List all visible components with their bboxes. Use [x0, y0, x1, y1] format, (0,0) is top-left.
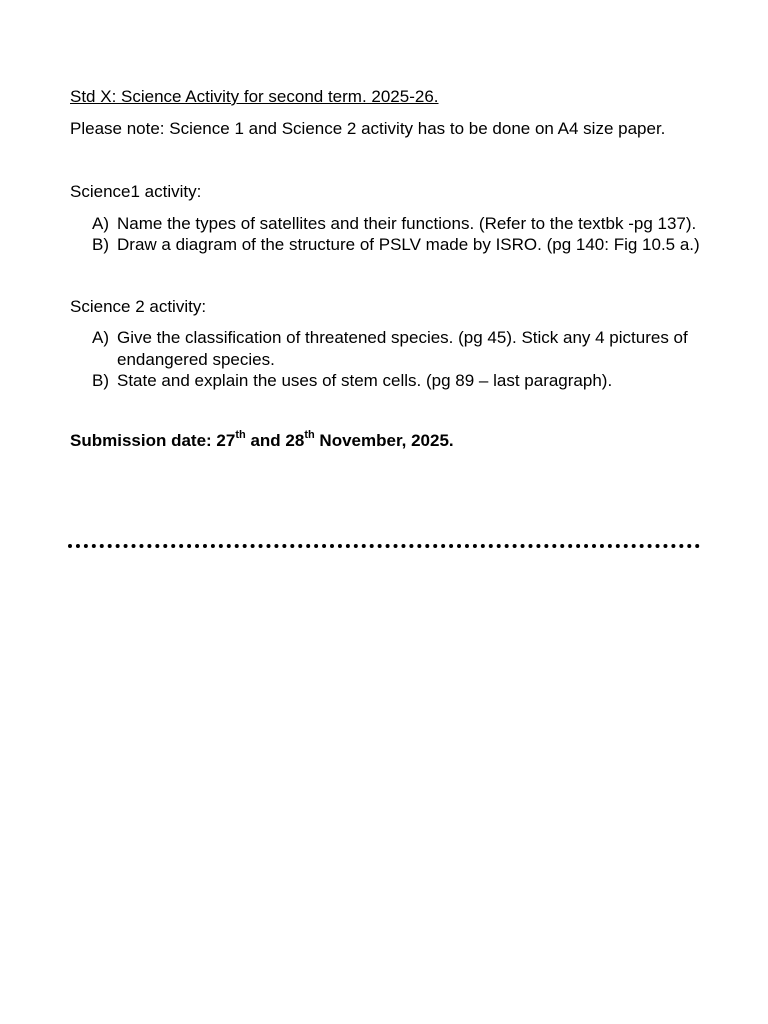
list-marker: A) — [92, 328, 109, 347]
list-item-text: Draw a diagram of the structure of PSLV made by ISRO. (pg 140: Fig 10.5 a.) — [117, 235, 700, 254]
note-paragraph: Please note: Science 1 and Science 2 activity has to be done on A4 size paper. — [70, 118, 666, 138]
list-item-text: Give the classification of threatened species. (pg 45). Stick any 4 pictures of endangered species. — [117, 328, 688, 369]
list-marker: B) — [92, 235, 109, 254]
list-item-text: Name the types of satellites and their functions. (Refer to the textbk -pg 137). — [117, 213, 697, 233]
science1-heading: Science1 activity: — [70, 182, 202, 201]
submission-prefix: Submission date: 27 — [70, 430, 236, 450]
list-item-text: State and explain the uses of stem cells. (pg 89 – last paragraph). — [117, 371, 613, 390]
science2-heading: Science 2 activity: — [70, 296, 207, 316]
ordinal-suffix: th — [235, 428, 246, 441]
list-item — [70, 370, 700, 392]
document-page — [70, 86, 700, 468]
document-title: Std X: Science Activity for second term. 2025-26. — [70, 87, 439, 106]
submission-middle: and 28 — [245, 430, 305, 450]
submission-date — [70, 430, 700, 452]
list-item — [70, 234, 700, 256]
ordinal-suffix: th — [304, 428, 315, 441]
science1-list — [70, 213, 700, 256]
science2-list — [70, 327, 700, 392]
list-item — [70, 213, 700, 235]
list-item — [70, 327, 700, 370]
list-marker: B) — [92, 371, 109, 390]
submission-suffix: November, 2025. — [314, 430, 454, 450]
list-marker: A) — [92, 213, 109, 233]
dotted-divider — [68, 544, 700, 548]
